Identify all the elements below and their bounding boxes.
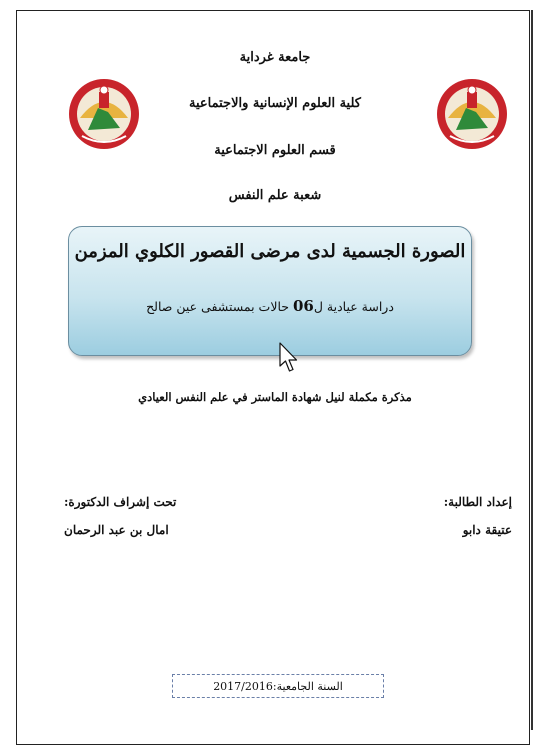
academic-year-value: 2017/2016 [213,679,273,693]
university-seal-icon [68,78,140,150]
page-edge-shadow [531,10,533,730]
academic-year-box [172,674,384,698]
department-name: قسم العلوم الاجتماعية [214,143,336,158]
mouse-pointer-icon [279,342,299,374]
supervisor-label: تحت إشراف الدكتورة: [64,495,177,509]
student-name: عتيقة دابو [462,523,512,537]
subtitle-after: حالات بمستشفى عين صالح [146,299,293,314]
thesis-subtitle [69,297,471,315]
memo-description: مذكرة مكملة لنيل شهادة الماستر في علم النفس العيادي [138,390,412,404]
student-label: إعداد الطالبة: [443,495,512,509]
thesis-title: الصورة الجسمية لدى مرضى القصور الكلوي المزمن [74,241,466,262]
branch-name: شعبة علم النفس [228,188,322,203]
subtitle-number: 06 [292,297,314,315]
university-name: جامعة غرداية [239,50,311,65]
faculty-name: كلية العلوم الإنسانية والاجتماعية [189,96,361,111]
academic-year-label: السنة الجامعية: [272,679,343,693]
supervisor-name: امال بن عبد الرحمان [64,523,169,537]
subtitle-before: دراسة عيادية ل [313,299,394,314]
university-seal-icon [436,78,508,150]
title-box [68,226,472,356]
